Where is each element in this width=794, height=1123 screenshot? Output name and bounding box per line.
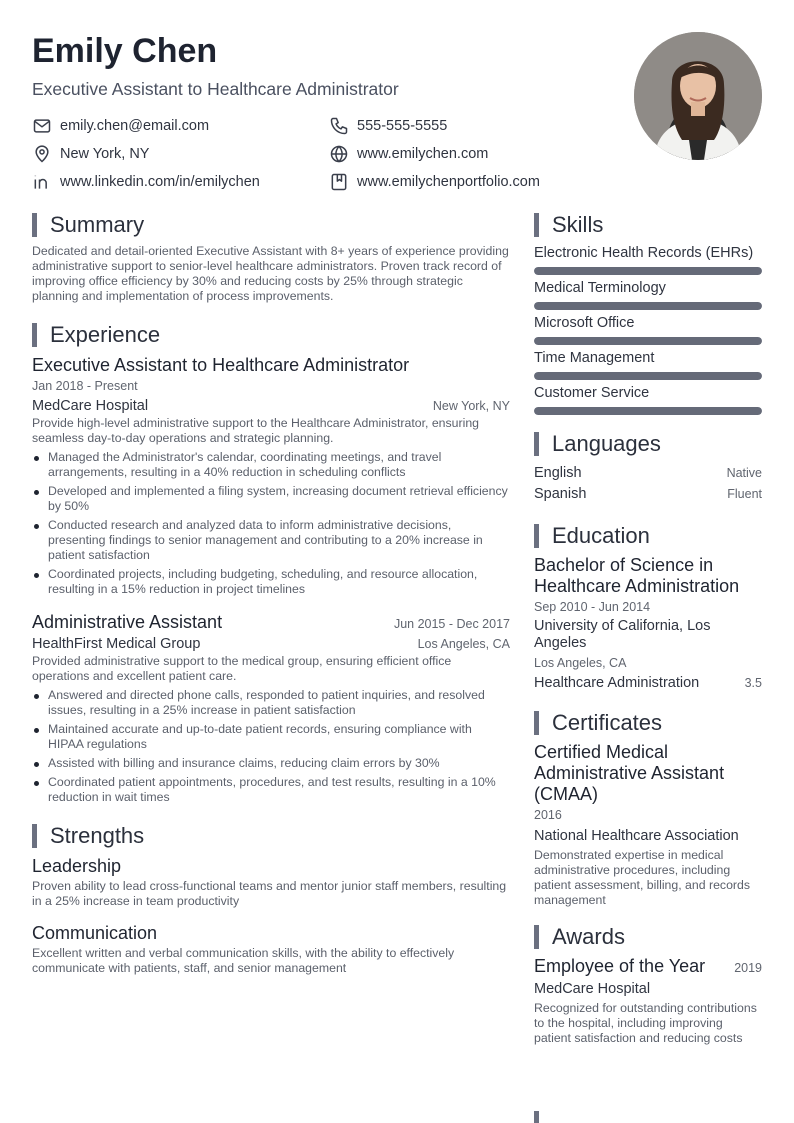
job-description: Provide high-level administrative support to the Healthcare Administrator, ensuring seamless day-to-day operations and strategic planning.	[32, 416, 480, 445]
award-text: Recognized for outstanding contributions to the hospital, including improving patient satisfaction and reducing costs	[534, 1001, 757, 1045]
languages-heading: Languages	[534, 431, 762, 457]
skill-label: Customer Service	[534, 385, 650, 401]
strength-title: Leadership	[32, 856, 122, 876]
job-entry	[32, 611, 510, 805]
summary-text: Dedicated and detail-oriented Executive Assistant with 8+ years of experience providing administrative support to senior-level healthcare administrators. Proven track record of improving office efficiency by 30% and reducing costs by 25% through strategic planning and implementation of process improvements.	[32, 244, 509, 303]
strength-text: Proven ability to lead cross-functional teams and mentor junior staff members, resulting in a 25% increase in team productivity	[32, 879, 507, 908]
skill-bar	[534, 372, 762, 380]
job-bullet: Managed the Administrator's calendar, coordinating meetings, and travel arrangements, resulting in a 40% reduction in scheduling conflicts	[32, 450, 510, 480]
job-description: Provided administrative support to the medical group, ensuring efficient office operations and excellent patient care.	[32, 654, 452, 683]
location-pin-icon	[32, 144, 52, 164]
experience-heading: Experience	[32, 322, 510, 348]
contact-location	[32, 144, 329, 164]
job-company: HealthFirst Medical Group	[32, 636, 201, 652]
skill-label: Electronic Health Records (EHRs)	[534, 245, 754, 261]
job-bullet: Coordinated projects, including budgeting, scheduling, and resource allocation, resulting in a 15% reduction in project timelines	[32, 567, 510, 597]
award-year: 2019	[734, 961, 762, 975]
strengths-heading: Strengths	[32, 823, 510, 849]
education-field: Healthcare Administration	[534, 675, 700, 691]
summary-heading: Summary	[32, 212, 510, 238]
resume-header	[32, 30, 612, 100]
award-name: Employee of the Year	[534, 956, 706, 976]
certificate-text: Demonstrated expertise in medical administrative procedures, including patient assessment, billing, and records management	[534, 848, 750, 907]
job-bullets	[32, 688, 510, 805]
linkedin-text: www.linkedin.com/in/emilychen	[60, 174, 260, 190]
education-dates: Sep 2010 - Jun 2014	[534, 600, 651, 614]
contact-linkedin[interactable]	[32, 172, 329, 192]
skill-item	[534, 244, 762, 275]
job-title: Administrative Assistant	[32, 612, 223, 632]
skills-list	[534, 244, 762, 415]
job-location: New York, NY	[432, 399, 510, 413]
skill-bar	[534, 302, 762, 310]
education-gpa: 3.5	[744, 676, 762, 690]
contact-info	[32, 112, 592, 196]
contact-website[interactable]	[329, 144, 488, 164]
language-item	[534, 484, 762, 505]
location-text: New York, NY	[60, 146, 150, 162]
page-marker	[534, 1111, 539, 1123]
job-dates: Jun 2015 - Dec 2017	[393, 617, 510, 631]
strength-item	[32, 855, 510, 909]
education-heading: Education	[534, 523, 762, 549]
job-bullets	[32, 450, 510, 597]
skill-item	[534, 314, 762, 345]
language-name: Spanish	[534, 486, 587, 502]
award-issuer: MedCare Hospital	[534, 981, 651, 997]
skill-label: Microsoft Office	[534, 315, 635, 331]
skills-heading: Skills	[534, 212, 762, 238]
contact-email[interactable]	[32, 116, 329, 136]
job-location: Los Angeles, CA	[417, 637, 510, 651]
job-bullet: Maintained accurate and up-to-date patient records, ensuring compliance with HIPAA regulations	[32, 722, 510, 752]
job-bullet: Assisted with billing and insurance claims, reducing claim errors by 30%	[32, 756, 510, 771]
skill-label: Time Management	[534, 350, 655, 366]
language-item	[534, 463, 762, 484]
job-title: Executive Assistant to Healthcare Administrator	[32, 355, 410, 375]
language-level: Native	[726, 466, 762, 480]
right-column	[534, 212, 762, 1046]
profile-photo	[634, 32, 762, 160]
certificate-issuer: National Healthcare Association	[534, 828, 739, 844]
skill-bar	[534, 337, 762, 345]
mail-icon	[32, 116, 52, 136]
left-column	[32, 212, 510, 976]
contact-phone[interactable]	[329, 116, 447, 136]
website-text: www.emilychen.com	[357, 146, 489, 162]
certificates-heading: Certificates	[534, 710, 762, 736]
phone-icon	[329, 116, 349, 136]
linkedin-icon	[32, 172, 52, 192]
job-bullet: Conducted research and analyzed data to inform administrative decisions, presenting findings to senior management and contributing to a 20% increase in patient satisfaction	[32, 518, 510, 563]
skill-item	[534, 384, 762, 415]
strength-title: Communication	[32, 923, 158, 943]
language-name: English	[534, 465, 582, 481]
candidate-title: Executive Assistant to Healthcare Administrator	[32, 79, 399, 99]
skill-item	[534, 279, 762, 310]
contact-portfolio[interactable]	[329, 172, 540, 192]
education-degree: Bachelor of Science in Healthcare Administration	[534, 555, 740, 596]
awards-heading: Awards	[534, 924, 762, 950]
job-company: MedCare Hospital	[32, 398, 149, 414]
job-dates: Jan 2018 - Present	[32, 379, 138, 393]
certificate-year: 2016	[534, 808, 562, 822]
skill-item	[534, 349, 762, 380]
job-bullet: Answered and directed phone calls, responded to patient inquiries, and resolved issues, resulting in a 25% increase in patient satisfaction	[32, 688, 510, 718]
job-bullet: Coordinated patient appointments, procedures, and test results, resulting in a 10% reduction in wait times	[32, 775, 510, 805]
email-text: emily.chen@email.com	[60, 118, 210, 134]
bookmark-icon	[329, 172, 349, 192]
certificate-name: Certified Medical Administrative Assistant (CMAA)	[534, 742, 725, 804]
education-school: University of California, Los Angeles	[534, 618, 711, 651]
phone-text: 555-555-5555	[357, 118, 448, 134]
skill-label: Medical Terminology	[534, 280, 666, 296]
education-location: Los Angeles, CA	[534, 656, 627, 670]
language-level: Fluent	[727, 487, 762, 501]
skill-bar	[534, 267, 762, 275]
strength-text: Excellent written and verbal communication skills, with the ability to effectively communicate with patients, staff, and senior management	[32, 946, 455, 975]
skill-bar	[534, 407, 762, 415]
portfolio-text: www.emilychenportfolio.com	[357, 174, 540, 190]
candidate-name: Emily Chen	[32, 32, 218, 70]
strength-item	[32, 922, 510, 976]
job-entry	[32, 354, 510, 597]
job-bullet: Developed and implemented a filing system, increasing document retrieval efficiency by 50%	[32, 484, 510, 514]
globe-icon	[329, 144, 349, 164]
